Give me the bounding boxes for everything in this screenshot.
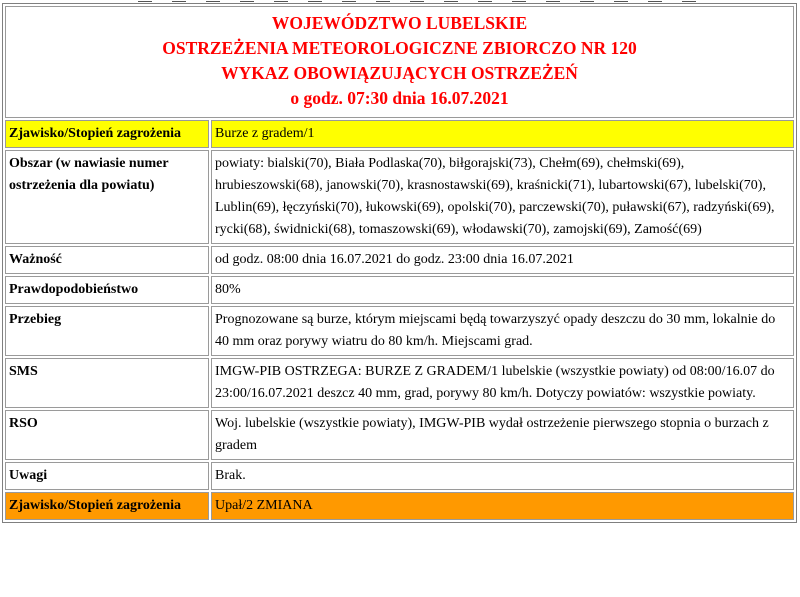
row-value-phenomenon-2: Upał/2 ZMIANA [211, 492, 794, 520]
row-value-remarks: Brak. [211, 462, 794, 490]
region-title: WOJEWÓDZTWO LUBELSKIE [271, 13, 528, 33]
row-label-validity: Ważność [5, 246, 209, 274]
row-label-remarks: Uwagi [5, 462, 209, 490]
row-value-phenomenon: Burze z gradem/1 [211, 120, 794, 148]
issue-time: o godz. 07:30 dnia 16.07.2021 [290, 88, 509, 108]
row-label-sms: SMS [5, 358, 209, 408]
row-value-area: powiaty: bialski(70), Biała Podlaska(70), biłgorajski(73), Chełm(69), chełmski(69), hrubieszowski(68), janowski(70), krasnostawski(69), kraśnicki(71), lubartowski(67), lubelski(70), Lublin(69), łęczyński(70), łukowski(69), opolski(70), parczewski(70), puławski(67), radzyński(69), rycki(68), świdnicki(68), tomaszowski(69), włodawski(70), zamojski(69), Zamość(69) [211, 150, 794, 244]
list-title: WYKAZ OBOWIĄZUJĄCYCH OSTRZEŻEŃ [221, 63, 578, 83]
row-label-phenomenon: Zjawisko/Stopień zagrożenia [5, 120, 209, 148]
row-label-course: Przebieg [5, 306, 209, 356]
bulletin-title: OSTRZEŻENIA METEOROLOGICZNE ZBIORCZO NR 120 [162, 38, 637, 58]
table-row [5, 492, 794, 520]
table-row [5, 150, 794, 244]
row-value-rso: Woj. lubelskie (wszystkie powiaty), IMGW-PIB wydał ostrzeżenie pierwszego stopnia o burzach z gradem [211, 410, 794, 460]
row-value-sms: IMGW-PIB OSTRZEGA: BURZE Z GRADEM/1 lubelskie (wszystkie powiaty) od 08:00/16.07 do 23:00/16.07.2021 deszcz 40 mm, grad, porywy 80 km/h. Dotyczy powiatów: wszystkie powiaty. [211, 358, 794, 408]
row-label-area: Obszar (w nawiasie numer ostrzeżenia dla powiatu) [5, 150, 209, 244]
table-row [5, 462, 794, 490]
row-value-probability: 80% [211, 276, 794, 304]
row-label-probability: Prawdopodobieństwo [5, 276, 209, 304]
table-row [5, 246, 794, 274]
table-row [5, 276, 794, 304]
table-row [5, 410, 794, 460]
row-value-course: Prognozowane są burze, którym miejscami będą towarzyszyć opady deszczu do 30 mm, lokalnie do 40 mm oraz porywy wiatru do 80 km/h. Miejscami grad. [211, 306, 794, 356]
row-label-rso: RSO [5, 410, 209, 460]
warning-table [2, 3, 797, 523]
row-label-phenomenon-2: Zjawisko/Stopień zagrożenia [5, 492, 209, 520]
header-row [5, 6, 794, 118]
document-header [5, 6, 794, 118]
table-row [5, 120, 794, 148]
table-row [5, 358, 794, 408]
row-value-validity: od godz. 08:00 dnia 16.07.2021 do godz. 23:00 dnia 16.07.2021 [211, 246, 794, 274]
table-row [5, 306, 794, 356]
